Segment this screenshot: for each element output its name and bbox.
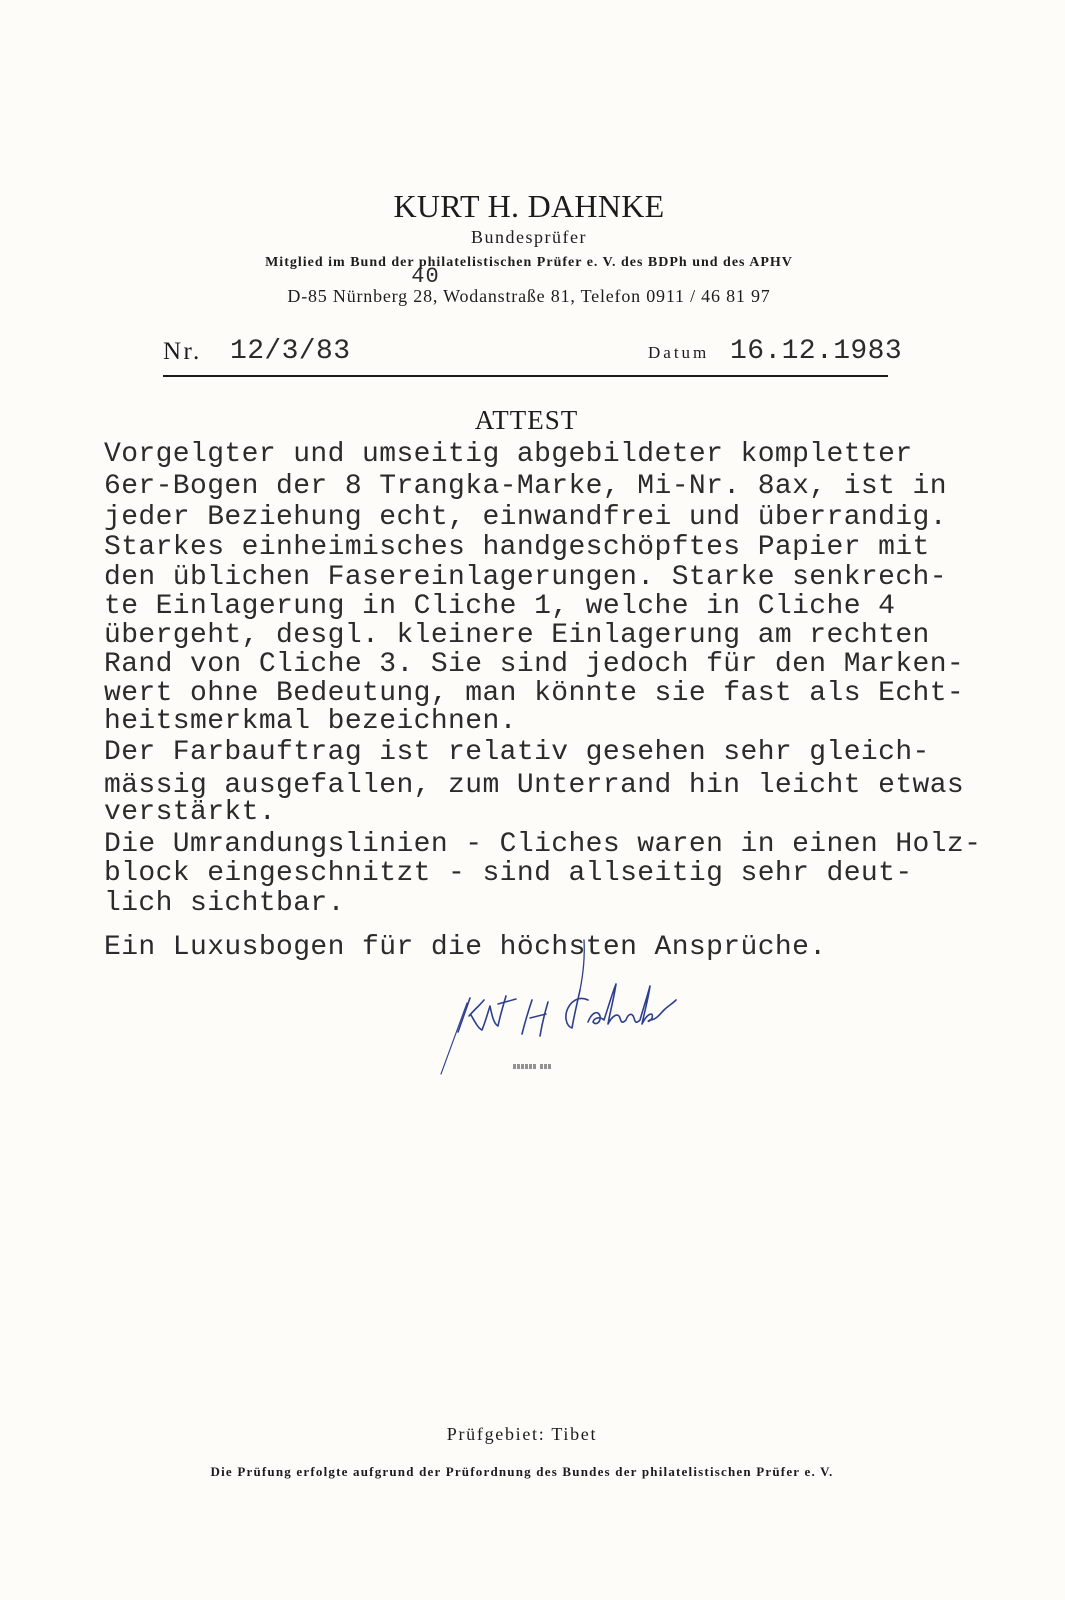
signature-stroke xyxy=(441,1003,467,1074)
body-line: te Einlagerung in Cliche 1, welche in Cliche 4 xyxy=(104,591,896,622)
certificate-heading: ATTEST xyxy=(474,405,579,435)
signature-stroke xyxy=(522,1000,532,1034)
signature-stroke xyxy=(566,990,588,1028)
body-line: lich sichtbar. xyxy=(104,888,345,919)
date-value: 16.12.1983 xyxy=(730,336,903,367)
body-line: jeder Beziehung echt, einwandfrei und überrandig. xyxy=(104,502,947,533)
body-line: den üblichen Fasereinlagerungen. Starke senkrech- xyxy=(104,562,947,593)
postal-district-correction: 40 xyxy=(411,264,440,289)
examination-field: Prüfgebiet: Tibet xyxy=(446,1424,598,1444)
address-suffix: , Wodanstraße 81, Telefon 0911 / 46 81 97 xyxy=(432,286,771,306)
signature-stroke xyxy=(498,999,516,1004)
address-prefix: D-85 Nürnberg xyxy=(287,286,414,306)
examination-regulation-note: Die Prüfung erfolgte aufgrund der Prüfordnung des Bundes der philatelistischen Prüfer e. V. xyxy=(210,1464,834,1479)
signature-stroke xyxy=(471,996,506,1030)
examiner-name: KURT H. DAHNKE xyxy=(393,188,665,224)
body-line: Vorgelgter und umseitig abgebildeter kompletter xyxy=(104,439,913,470)
body-line: verstärkt. xyxy=(104,797,277,828)
body-line: übergeht, desgl. kleinere Einlagerung am rechten xyxy=(104,620,930,651)
body-line: Starkes einheimisches handgeschöpftes Papier mit xyxy=(104,532,930,563)
closing-line: Ein Luxusbogen für die höchsten Ansprüche. xyxy=(104,932,827,963)
signature-stroke xyxy=(540,1002,548,1036)
signature-stroke xyxy=(588,984,676,1024)
body-line: block eingeschnitzt - sind allseitig sehr deut- xyxy=(104,858,913,889)
body-line: heitsmerkmal bezeichnen. xyxy=(104,706,517,737)
reference-number: 12/3/83 xyxy=(230,336,351,367)
examiner-title: Bundesprüfer xyxy=(471,227,587,247)
body-line: 6er-Bogen der 8 Trangka-Marke, Mi-Nr. 8ax, ist in xyxy=(104,471,947,502)
body-line: Der Farbauftrag ist relativ gesehen sehr gleich- xyxy=(104,737,930,768)
postal-district-number: 28 xyxy=(413,286,433,306)
body-line: wert ohne Bedeutung, man könnte sie fast als Echt- xyxy=(104,678,965,709)
body-line: Rand von Cliche 3. Sie sind jedoch für den Marken- xyxy=(104,649,965,680)
body-line: mässig ausgefallen, zum Unterrand hin leicht etwas xyxy=(104,770,965,801)
signature-stroke xyxy=(458,998,470,1032)
address-line xyxy=(0,264,1058,306)
postal-district xyxy=(411,264,440,306)
signature-stroke xyxy=(530,1014,546,1018)
date-label: Datum xyxy=(648,343,710,362)
body-line: Die Umrandungslinien - Cliches waren in einen Holz- xyxy=(104,829,982,860)
signature-stamp xyxy=(513,1064,551,1069)
reference-number-label: Nr. xyxy=(163,338,202,365)
signature-stroke xyxy=(469,1000,484,1016)
header-rule xyxy=(163,375,888,377)
membership-line: Mitglied im Bund der philatelistischen Prüfer e. V. des BDPh und des APHV xyxy=(265,255,793,270)
